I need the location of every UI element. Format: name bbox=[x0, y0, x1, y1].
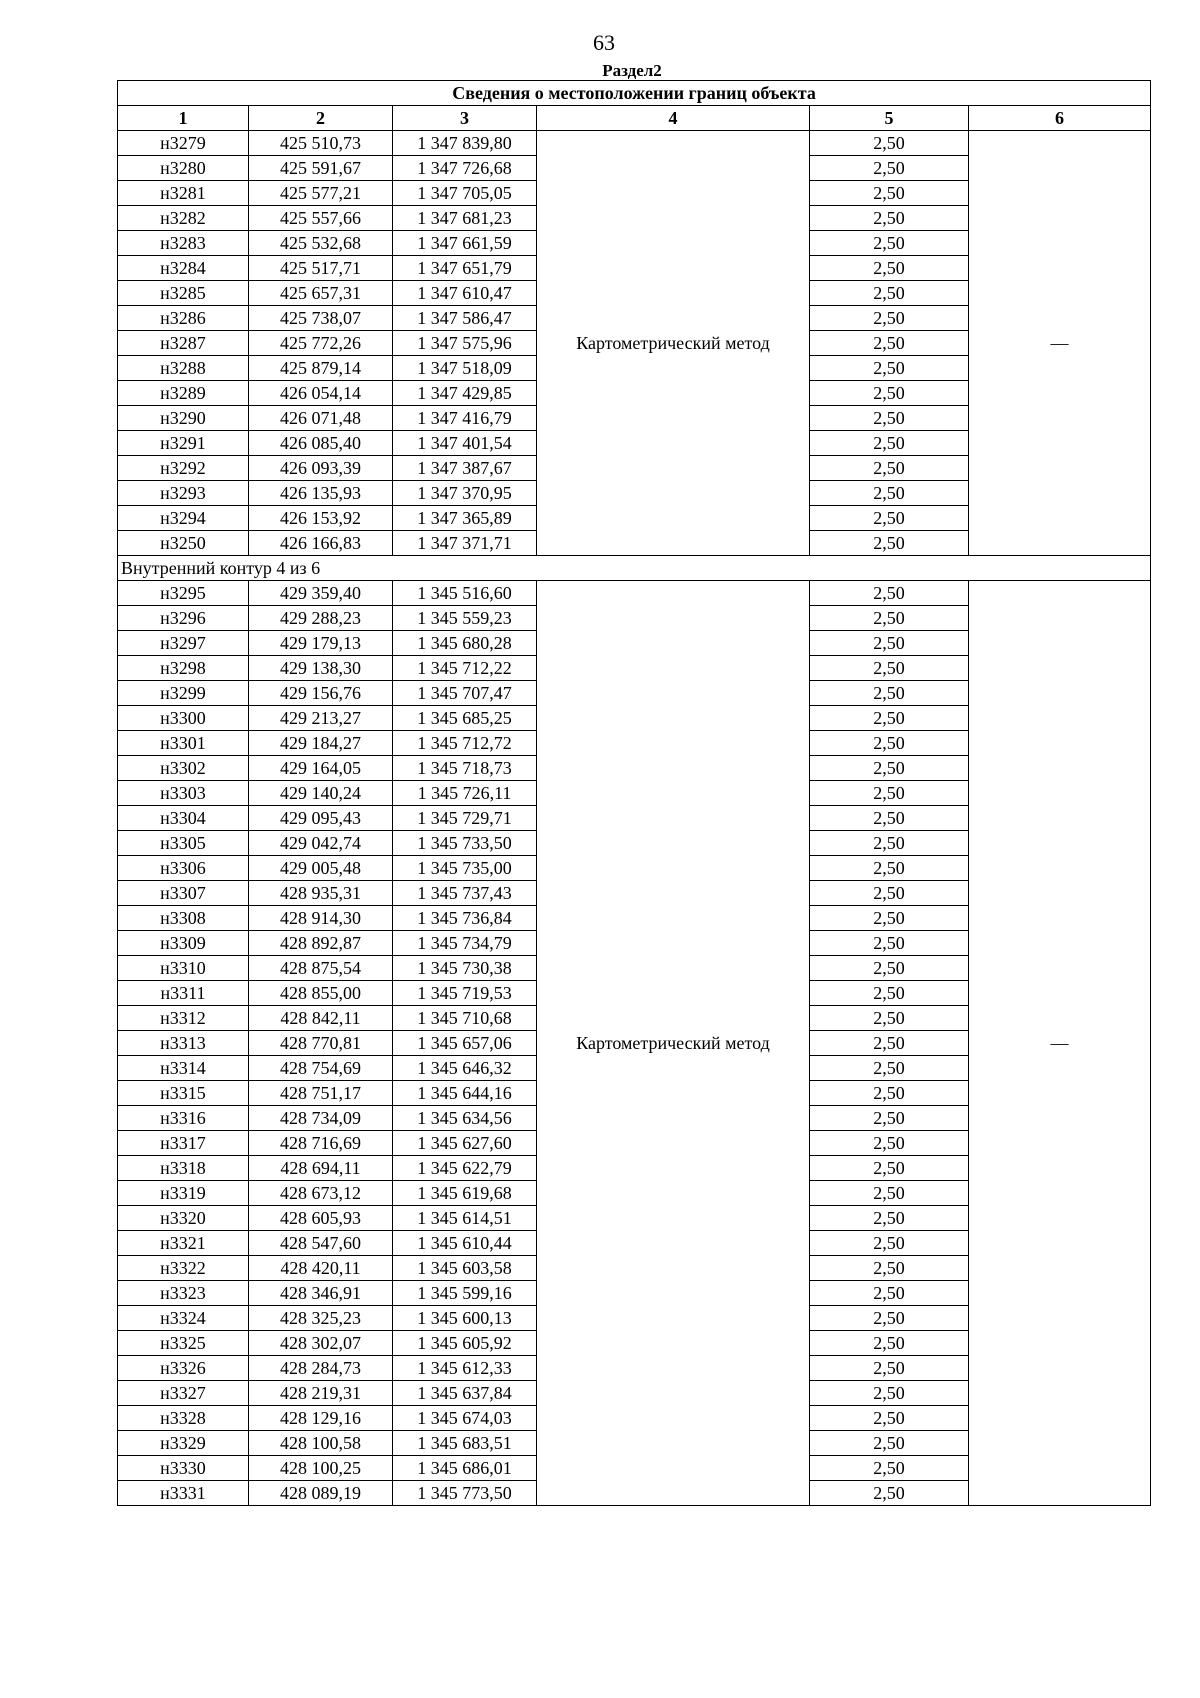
point-name: н3302 bbox=[118, 756, 249, 781]
precision-value: 2,50 bbox=[810, 256, 969, 281]
y-coordinate: 1 345 644,16 bbox=[393, 1081, 537, 1106]
point-name: н3316 bbox=[118, 1106, 249, 1131]
x-coordinate: 429 042,74 bbox=[249, 831, 393, 856]
y-coordinate: 1 345 726,11 bbox=[393, 781, 537, 806]
x-coordinate: 428 875,54 bbox=[249, 956, 393, 981]
x-coordinate: 429 184,27 bbox=[249, 731, 393, 756]
precision-value: 2,50 bbox=[810, 531, 969, 556]
point-name: н3312 bbox=[118, 1006, 249, 1031]
y-coordinate: 1 345 707,47 bbox=[393, 681, 537, 706]
y-coordinate: 1 345 733,50 bbox=[393, 831, 537, 856]
y-coordinate: 1 347 429,85 bbox=[393, 381, 537, 406]
point-name: н3300 bbox=[118, 706, 249, 731]
x-coordinate: 428 754,69 bbox=[249, 1056, 393, 1081]
table-row bbox=[118, 131, 1151, 156]
point-name: н3284 bbox=[118, 256, 249, 281]
precision-value: 2,50 bbox=[810, 956, 969, 981]
precision-value: 2,50 bbox=[810, 1481, 969, 1506]
point-name: н3320 bbox=[118, 1206, 249, 1231]
column-6-dash: — bbox=[969, 581, 1151, 1506]
precision-value: 2,50 bbox=[810, 1131, 969, 1156]
table-row bbox=[118, 581, 1151, 606]
precision-value: 2,50 bbox=[810, 706, 969, 731]
precision-value: 2,50 bbox=[810, 1156, 969, 1181]
y-coordinate: 1 345 627,60 bbox=[393, 1131, 537, 1156]
x-coordinate: 428 914,30 bbox=[249, 906, 393, 931]
precision-value: 2,50 bbox=[810, 481, 969, 506]
y-coordinate: 1 347 575,96 bbox=[393, 331, 537, 356]
point-name: н3291 bbox=[118, 431, 249, 456]
section-label: Раздел2 bbox=[602, 61, 662, 80]
point-name: н3282 bbox=[118, 206, 249, 231]
x-coordinate: 429 005,48 bbox=[249, 856, 393, 881]
x-coordinate: 426 093,39 bbox=[249, 456, 393, 481]
precision-value: 2,50 bbox=[810, 356, 969, 381]
point-name: н3279 bbox=[118, 131, 249, 156]
precision-value: 2,50 bbox=[810, 1456, 969, 1481]
column-header-6: 6 bbox=[969, 106, 1151, 131]
precision-value: 2,50 bbox=[810, 581, 969, 606]
column-header-4: 4 bbox=[537, 106, 810, 131]
x-coordinate: 428 129,16 bbox=[249, 1406, 393, 1431]
x-coordinate: 425 557,66 bbox=[249, 206, 393, 231]
precision-value: 2,50 bbox=[810, 606, 969, 631]
precision-value: 2,50 bbox=[810, 1106, 969, 1131]
point-name: н3298 bbox=[118, 656, 249, 681]
point-name: н3297 bbox=[118, 631, 249, 656]
y-coordinate: 1 345 734,79 bbox=[393, 931, 537, 956]
point-name: н3303 bbox=[118, 781, 249, 806]
precision-value: 2,50 bbox=[810, 1431, 969, 1456]
page-number: 63 bbox=[593, 30, 615, 55]
contour-label: Внутренний контур 4 из 6 bbox=[118, 556, 1151, 581]
precision-value: 2,50 bbox=[810, 731, 969, 756]
y-coordinate: 1 347 518,09 bbox=[393, 356, 537, 381]
x-coordinate: 426 153,92 bbox=[249, 506, 393, 531]
precision-value: 2,50 bbox=[810, 1231, 969, 1256]
point-name: н3306 bbox=[118, 856, 249, 881]
point-name: н3304 bbox=[118, 806, 249, 831]
precision-value: 2,50 bbox=[810, 506, 969, 531]
precision-value: 2,50 bbox=[810, 806, 969, 831]
y-coordinate: 1 345 735,00 bbox=[393, 856, 537, 881]
point-name: н3318 bbox=[118, 1156, 249, 1181]
point-name: н3315 bbox=[118, 1081, 249, 1106]
precision-value: 2,50 bbox=[810, 1031, 969, 1056]
x-coordinate: 428 673,12 bbox=[249, 1181, 393, 1206]
point-name: н3325 bbox=[118, 1331, 249, 1356]
point-name: н3296 bbox=[118, 606, 249, 631]
y-coordinate: 1 345 622,79 bbox=[393, 1156, 537, 1181]
column-header-1: 1 bbox=[118, 106, 249, 131]
x-coordinate: 428 892,87 bbox=[249, 931, 393, 956]
precision-value: 2,50 bbox=[810, 456, 969, 481]
point-name: н3323 bbox=[118, 1281, 249, 1306]
x-coordinate: 429 213,27 bbox=[249, 706, 393, 731]
y-coordinate: 1 345 637,84 bbox=[393, 1381, 537, 1406]
point-name: н3327 bbox=[118, 1381, 249, 1406]
precision-value: 2,50 bbox=[810, 1356, 969, 1381]
x-coordinate: 428 935,31 bbox=[249, 881, 393, 906]
y-coordinate: 1 347 371,71 bbox=[393, 531, 537, 556]
x-coordinate: 428 219,31 bbox=[249, 1381, 393, 1406]
y-coordinate: 1 347 839,80 bbox=[393, 131, 537, 156]
x-coordinate: 428 547,60 bbox=[249, 1231, 393, 1256]
y-coordinate: 1 347 681,23 bbox=[393, 206, 537, 231]
point-name: н3308 bbox=[118, 906, 249, 931]
point-name: н3280 bbox=[118, 156, 249, 181]
y-coordinate: 1 347 387,67 bbox=[393, 456, 537, 481]
point-name: н3281 bbox=[118, 181, 249, 206]
boundary-table bbox=[117, 80, 1151, 1506]
y-coordinate: 1 347 651,79 bbox=[393, 256, 537, 281]
x-coordinate: 428 855,00 bbox=[249, 981, 393, 1006]
x-coordinate: 429 140,24 bbox=[249, 781, 393, 806]
precision-value: 2,50 bbox=[810, 306, 969, 331]
precision-value: 2,50 bbox=[810, 1381, 969, 1406]
precision-value: 2,50 bbox=[810, 931, 969, 956]
y-coordinate: 1 345 719,53 bbox=[393, 981, 537, 1006]
y-coordinate: 1 345 603,58 bbox=[393, 1256, 537, 1281]
y-coordinate: 1 345 657,06 bbox=[393, 1031, 537, 1056]
x-coordinate: 429 095,43 bbox=[249, 806, 393, 831]
y-coordinate: 1 345 605,92 bbox=[393, 1331, 537, 1356]
precision-value: 2,50 bbox=[810, 1206, 969, 1231]
y-coordinate: 1 345 710,68 bbox=[393, 1006, 537, 1031]
point-name: н3290 bbox=[118, 406, 249, 431]
y-coordinate: 1 345 729,71 bbox=[393, 806, 537, 831]
y-coordinate: 1 345 559,23 bbox=[393, 606, 537, 631]
x-coordinate: 425 738,07 bbox=[249, 306, 393, 331]
table-body bbox=[118, 131, 1151, 1506]
y-coordinate: 1 347 401,54 bbox=[393, 431, 537, 456]
y-coordinate: 1 345 612,33 bbox=[393, 1356, 537, 1381]
y-coordinate: 1 345 600,13 bbox=[393, 1306, 537, 1331]
precision-value: 2,50 bbox=[810, 906, 969, 931]
x-coordinate: 428 751,17 bbox=[249, 1081, 393, 1106]
x-coordinate: 428 734,09 bbox=[249, 1106, 393, 1131]
point-name: н3307 bbox=[118, 881, 249, 906]
y-coordinate: 1 345 712,72 bbox=[393, 731, 537, 756]
point-name: н3326 bbox=[118, 1356, 249, 1381]
point-name: н3283 bbox=[118, 231, 249, 256]
y-coordinate: 1 347 416,79 bbox=[393, 406, 537, 431]
y-coordinate: 1 345 685,25 bbox=[393, 706, 537, 731]
method-cell: Картометрический метод bbox=[537, 581, 810, 1506]
point-name: н3250 bbox=[118, 531, 249, 556]
precision-value: 2,50 bbox=[810, 231, 969, 256]
y-coordinate: 1 345 674,03 bbox=[393, 1406, 537, 1431]
y-coordinate: 1 347 705,05 bbox=[393, 181, 537, 206]
x-coordinate: 428 284,73 bbox=[249, 1356, 393, 1381]
precision-value: 2,50 bbox=[810, 206, 969, 231]
x-coordinate: 428 605,93 bbox=[249, 1206, 393, 1231]
x-coordinate: 425 772,26 bbox=[249, 331, 393, 356]
point-name: н3321 bbox=[118, 1231, 249, 1256]
point-name: н3314 bbox=[118, 1056, 249, 1081]
x-coordinate: 429 138,30 bbox=[249, 656, 393, 681]
y-coordinate: 1 345 737,43 bbox=[393, 881, 537, 906]
x-coordinate: 428 842,11 bbox=[249, 1006, 393, 1031]
y-coordinate: 1 347 610,47 bbox=[393, 281, 537, 306]
point-name: н3328 bbox=[118, 1406, 249, 1431]
point-name: н3319 bbox=[118, 1181, 249, 1206]
point-name: н3289 bbox=[118, 381, 249, 406]
x-coordinate: 428 770,81 bbox=[249, 1031, 393, 1056]
y-coordinate: 1 345 683,51 bbox=[393, 1431, 537, 1456]
precision-value: 2,50 bbox=[810, 681, 969, 706]
precision-value: 2,50 bbox=[810, 1331, 969, 1356]
table-title: Сведения о местоположении границ объекта bbox=[118, 81, 1151, 106]
x-coordinate: 425 879,14 bbox=[249, 356, 393, 381]
point-name: н3311 bbox=[118, 981, 249, 1006]
x-coordinate: 425 510,73 bbox=[249, 131, 393, 156]
point-name: н3309 bbox=[118, 931, 249, 956]
precision-value: 2,50 bbox=[810, 881, 969, 906]
y-coordinate: 1 347 726,68 bbox=[393, 156, 537, 181]
y-coordinate: 1 345 619,68 bbox=[393, 1181, 537, 1206]
y-coordinate: 1 345 599,16 bbox=[393, 1281, 537, 1306]
y-coordinate: 1 347 370,95 bbox=[393, 481, 537, 506]
x-coordinate: 428 089,19 bbox=[249, 1481, 393, 1506]
point-name: н3295 bbox=[118, 581, 249, 606]
point-name: н3299 bbox=[118, 681, 249, 706]
precision-value: 2,50 bbox=[810, 1081, 969, 1106]
x-coordinate: 426 054,14 bbox=[249, 381, 393, 406]
y-coordinate: 1 345 516,60 bbox=[393, 581, 537, 606]
precision-value: 2,50 bbox=[810, 1056, 969, 1081]
y-coordinate: 1 347 661,59 bbox=[393, 231, 537, 256]
point-name: н3330 bbox=[118, 1456, 249, 1481]
x-coordinate: 428 694,11 bbox=[249, 1156, 393, 1181]
point-name: н3310 bbox=[118, 956, 249, 981]
precision-value: 2,50 bbox=[810, 1406, 969, 1431]
method-cell: Картометрический метод bbox=[537, 131, 810, 556]
point-name: н3322 bbox=[118, 1256, 249, 1281]
precision-value: 2,50 bbox=[810, 131, 969, 156]
x-coordinate: 428 302,07 bbox=[249, 1331, 393, 1356]
precision-value: 2,50 bbox=[810, 631, 969, 656]
precision-value: 2,50 bbox=[810, 981, 969, 1006]
x-coordinate: 428 716,69 bbox=[249, 1131, 393, 1156]
point-name: н3287 bbox=[118, 331, 249, 356]
y-coordinate: 1 345 730,38 bbox=[393, 956, 537, 981]
y-coordinate: 1 345 614,51 bbox=[393, 1206, 537, 1231]
precision-value: 2,50 bbox=[810, 756, 969, 781]
precision-value: 2,50 bbox=[810, 156, 969, 181]
precision-value: 2,50 bbox=[810, 1181, 969, 1206]
x-coordinate: 425 591,67 bbox=[249, 156, 393, 181]
x-coordinate: 426 135,93 bbox=[249, 481, 393, 506]
precision-value: 2,50 bbox=[810, 181, 969, 206]
y-coordinate: 1 345 610,44 bbox=[393, 1231, 537, 1256]
column-header-3: 3 bbox=[393, 106, 537, 131]
x-coordinate: 425 532,68 bbox=[249, 231, 393, 256]
y-coordinate: 1 345 686,01 bbox=[393, 1456, 537, 1481]
precision-value: 2,50 bbox=[810, 281, 969, 306]
point-name: н3292 bbox=[118, 456, 249, 481]
column-header-2: 2 bbox=[249, 106, 393, 131]
y-coordinate: 1 347 365,89 bbox=[393, 506, 537, 531]
x-coordinate: 425 657,31 bbox=[249, 281, 393, 306]
point-name: н3305 bbox=[118, 831, 249, 856]
y-coordinate: 1 345 736,84 bbox=[393, 906, 537, 931]
y-coordinate: 1 345 680,28 bbox=[393, 631, 537, 656]
y-coordinate: 1 345 773,50 bbox=[393, 1481, 537, 1506]
precision-value: 2,50 bbox=[810, 856, 969, 881]
point-name: н3329 bbox=[118, 1431, 249, 1456]
x-coordinate: 428 100,25 bbox=[249, 1456, 393, 1481]
x-coordinate: 428 325,23 bbox=[249, 1306, 393, 1331]
x-coordinate: 426 085,40 bbox=[249, 431, 393, 456]
y-coordinate: 1 345 712,22 bbox=[393, 656, 537, 681]
x-coordinate: 429 179,13 bbox=[249, 631, 393, 656]
x-coordinate: 429 156,76 bbox=[249, 681, 393, 706]
y-coordinate: 1 345 646,32 bbox=[393, 1056, 537, 1081]
precision-value: 2,50 bbox=[810, 1281, 969, 1306]
point-name: н3294 bbox=[118, 506, 249, 531]
precision-value: 2,50 bbox=[810, 781, 969, 806]
y-coordinate: 1 347 586,47 bbox=[393, 306, 537, 331]
precision-value: 2,50 bbox=[810, 331, 969, 356]
x-coordinate: 429 288,23 bbox=[249, 606, 393, 631]
precision-value: 2,50 bbox=[810, 406, 969, 431]
point-name: н3331 bbox=[118, 1481, 249, 1506]
x-coordinate: 426 166,83 bbox=[249, 531, 393, 556]
x-coordinate: 429 164,05 bbox=[249, 756, 393, 781]
x-coordinate: 428 420,11 bbox=[249, 1256, 393, 1281]
x-coordinate: 425 577,21 bbox=[249, 181, 393, 206]
point-name: н3293 bbox=[118, 481, 249, 506]
point-name: н3317 bbox=[118, 1131, 249, 1156]
column-header-5: 5 bbox=[810, 106, 969, 131]
point-name: н3286 bbox=[118, 306, 249, 331]
point-name: н3288 bbox=[118, 356, 249, 381]
x-coordinate: 428 346,91 bbox=[249, 1281, 393, 1306]
precision-value: 2,50 bbox=[810, 1256, 969, 1281]
x-coordinate: 426 071,48 bbox=[249, 406, 393, 431]
x-coordinate: 425 517,71 bbox=[249, 256, 393, 281]
column-6-dash: — bbox=[969, 131, 1151, 556]
y-coordinate: 1 345 634,56 bbox=[393, 1106, 537, 1131]
x-coordinate: 429 359,40 bbox=[249, 581, 393, 606]
precision-value: 2,50 bbox=[810, 1306, 969, 1331]
precision-value: 2,50 bbox=[810, 656, 969, 681]
point-name: н3301 bbox=[118, 731, 249, 756]
point-name: н3285 bbox=[118, 281, 249, 306]
contour-row bbox=[118, 556, 1151, 581]
precision-value: 2,50 bbox=[810, 831, 969, 856]
point-name: н3324 bbox=[118, 1306, 249, 1331]
y-coordinate: 1 345 718,73 bbox=[393, 756, 537, 781]
precision-value: 2,50 bbox=[810, 1006, 969, 1031]
precision-value: 2,50 bbox=[810, 431, 969, 456]
x-coordinate: 428 100,58 bbox=[249, 1431, 393, 1456]
precision-value: 2,50 bbox=[810, 381, 969, 406]
point-name: н3313 bbox=[118, 1031, 249, 1056]
